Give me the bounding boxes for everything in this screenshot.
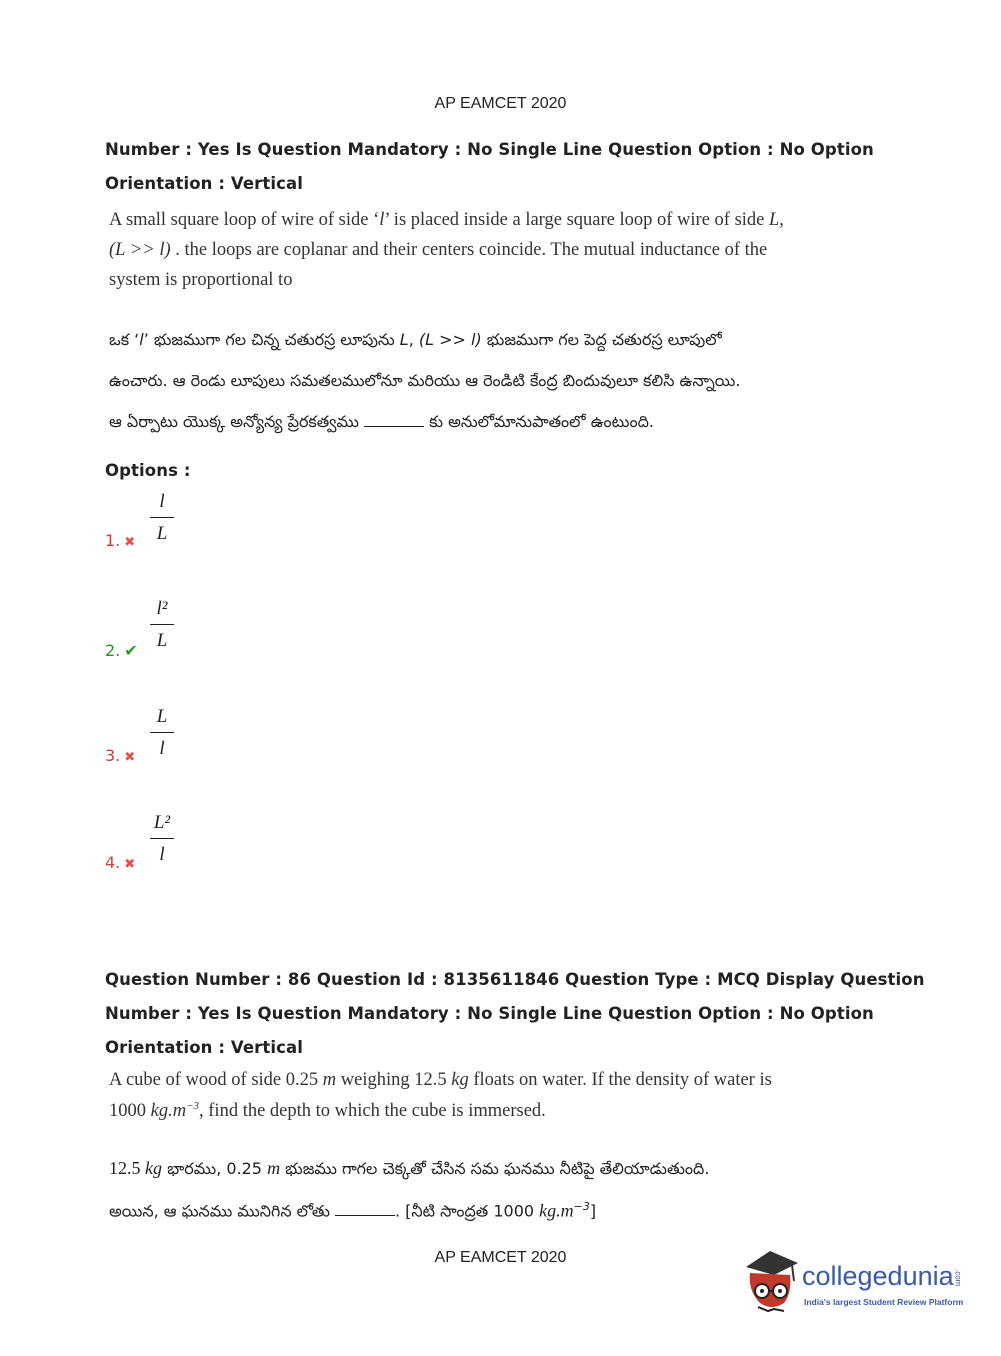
- question-english-line-1: A cube of wood of side 0.25 m weighing 12.5 kg floats on water. If the density of water is: [109, 1070, 772, 1090]
- option-1-fraction: l L: [148, 490, 176, 546]
- question-meta-line: Number : Yes Is Question Mandatory : No Single Line Question Option : No Option: [105, 1004, 874, 1023]
- option-3[interactable]: 3. ✖: [105, 746, 136, 765]
- mascot-icon: [740, 1247, 802, 1313]
- option-3-fraction: L l: [148, 705, 176, 761]
- page-footer: AP EAMCET 2020: [434, 1249, 567, 1266]
- question-telugu-line-2: అయిన, ఆ ఘనము మునిగిన లోతు . [నీటి సాంద్రత 1000 $kg.m^{-3}$]: [109, 1200, 597, 1221]
- logo-wordmark: collegedunia.com: [802, 1261, 963, 1291]
- option-1[interactable]: 1. ✖: [105, 531, 136, 550]
- question-telugu-line-1: 12.5 kg భారము, 0.25 m భుజము గాగల చెక్కతో చేసిన సమ ఘనము నీటిపై తేలియాడుతుంది.: [109, 1158, 710, 1178]
- option-2-fraction: l² L: [148, 597, 176, 653]
- wrong-mark-icon: ✖: [124, 535, 136, 550]
- logo-tagline: India's largest Student Review Platform: [804, 1297, 964, 1307]
- question-english-line-1: A small square loop of wire of side ‘l’ is placed inside a large square loop of wire of side L,: [109, 210, 784, 230]
- question-english-line-2: (L >> l) . the loops are coplanar and their centers coincide. The mutual inductance of the: [109, 240, 768, 260]
- question-telugu-line-3: ఆ ఏర్పాటు యొక్క అన్యోన్య ప్రేరకత్వము కు అనులోమానుపాతంలో ఉంటుంది.: [109, 412, 654, 431]
- option-4-fraction: L² l: [148, 811, 176, 867]
- option-2[interactable]: 2. ✔: [105, 641, 138, 660]
- collegedunia-logo[interactable]: [740, 1247, 970, 1319]
- question-telugu-line-2: ఉంచారు. ఆ రెండు లూపులు సమతలములోనూ మరియు ఆ రెండిటి కేంద్ర బిందువులూ కలిసి ఉన్నాయి.: [109, 371, 741, 390]
- question-english-line-3: system is proportional to: [109, 270, 293, 290]
- correct-check-icon: ✔: [124, 641, 138, 660]
- question-orientation: Orientation : Vertical: [105, 174, 304, 193]
- options-label: Options :: [105, 461, 191, 480]
- question-telugu-line-1: ఒక ‘l’ భుజముగా గల చిన్న చతురస్ర లూపును L, (L >> l) భుజముగా గల పెద్ద చతురస్ర లూపులో: [109, 330, 722, 349]
- answer-blank: [364, 414, 424, 427]
- answer-blank: [335, 1203, 395, 1216]
- page-header: AP EAMCET 2020: [434, 95, 567, 112]
- question-orientation: Orientation : Vertical: [105, 1038, 304, 1057]
- option-4[interactable]: 4. ✖: [105, 853, 136, 872]
- wrong-mark-icon: ✖: [124, 857, 136, 872]
- wrong-mark-icon: ✖: [124, 750, 136, 765]
- question-meta-line: Number : Yes Is Question Mandatory : No Single Line Question Option : No Option: [105, 140, 874, 159]
- question-meta-line: Question Number : 86 Question Id : 8135611846 Question Type : MCQ Display Question: [105, 970, 925, 989]
- question-english-line-2: 1000 $kg.m^{-3}$, find the depth to which the cube is immersed.: [109, 1100, 546, 1122]
